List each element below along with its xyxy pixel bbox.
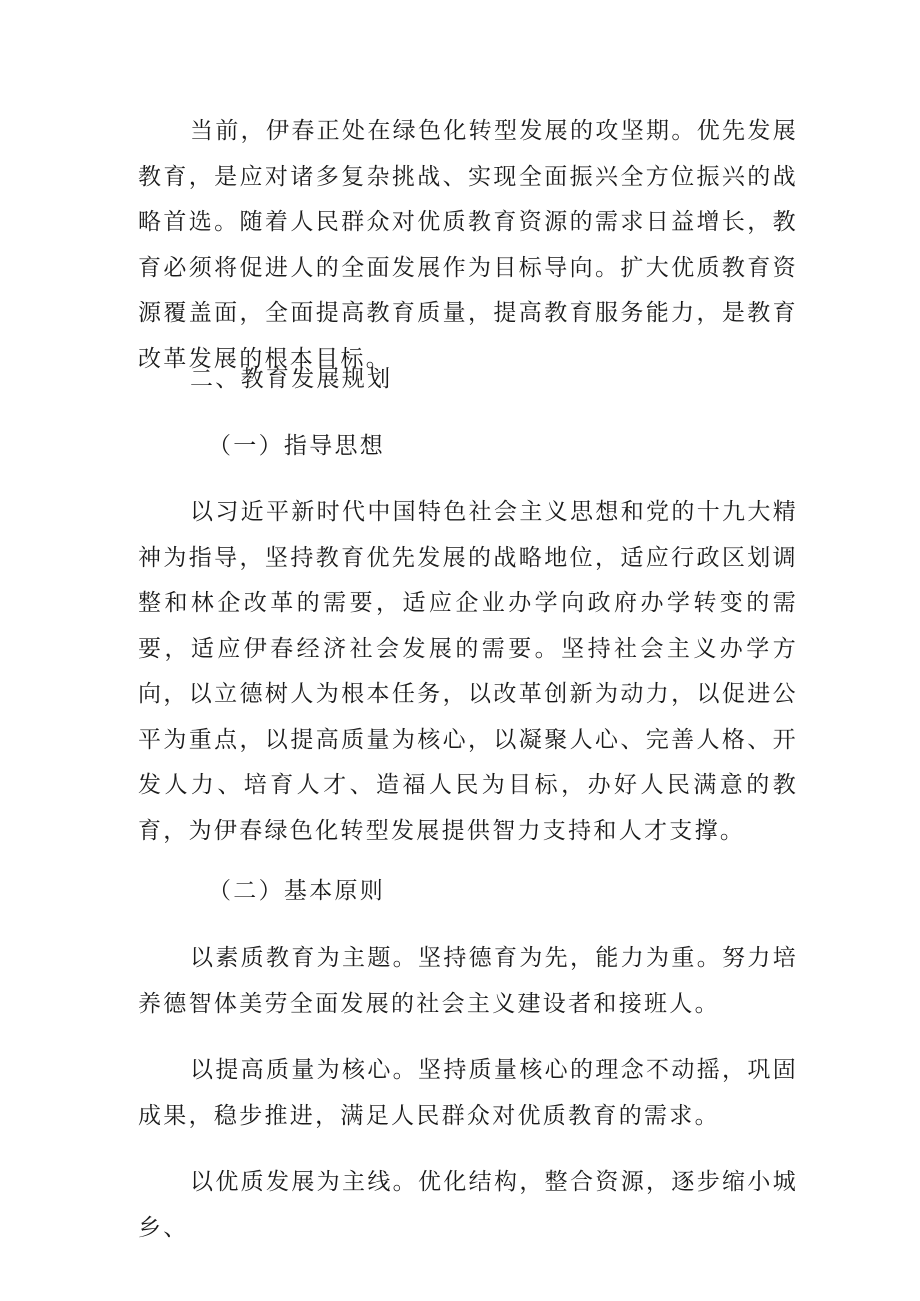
heading-basic-principles: （二）基本原则 bbox=[208, 878, 386, 904]
heading-guiding-thought: （一）指导思想 bbox=[208, 433, 386, 459]
heading-education-development-plan: 二、教育发展规划 bbox=[190, 366, 393, 392]
paragraph-quality-development: 以优质发展为主线。优化结构，整合资源，逐步缩小城乡、 bbox=[138, 1169, 798, 1241]
paragraph-current-situation: 当前，伊春正处在绿色化转型发展的攻坚期。优先发展教育，是应对诸多复杂挑战、实现全面振兴全方位振兴的战略首选。随着人民群众对优质教育资源的需求日益增长，教育必须将促进人的全面发展作为目标导向。扩大优质教育资源覆盖面，全面提高教育质量，提高教育服务能力，是教育改革发展的根本目标。 bbox=[138, 118, 798, 372]
paragraph-quality-education: 以素质教育为主题。坚持德育为先，能力为重。努力培养德智体美劳全面发展的社会主义建设者和接班人。 bbox=[138, 945, 798, 1017]
paragraph-guiding-thought: 以习近平新时代中国特色社会主义思想和党的十九大精神为指导，坚持教育优先发展的战略地位，适应行政区划调整和林企改革的需要，适应企业办学向政府办学转变的需要，适应伊春经济社会发展的需要。坚持社会主义办学方向，以立德树人为根本任务，以改革创新为动力，以促进公平为重点，以提高质量为核心，以凝聚人心、完善人格、开发人力、培育人才、造福人民为目标，办好人民满意的教育，为伊春绿色化转型发展提供智力支持和人才支撑。 bbox=[138, 499, 798, 844]
paragraph-quality-core: 以提高质量为核心。坚持质量核心的理念不动摇，巩固成果，稳步推进，满足人民群众对优质教育的需求。 bbox=[138, 1057, 798, 1129]
